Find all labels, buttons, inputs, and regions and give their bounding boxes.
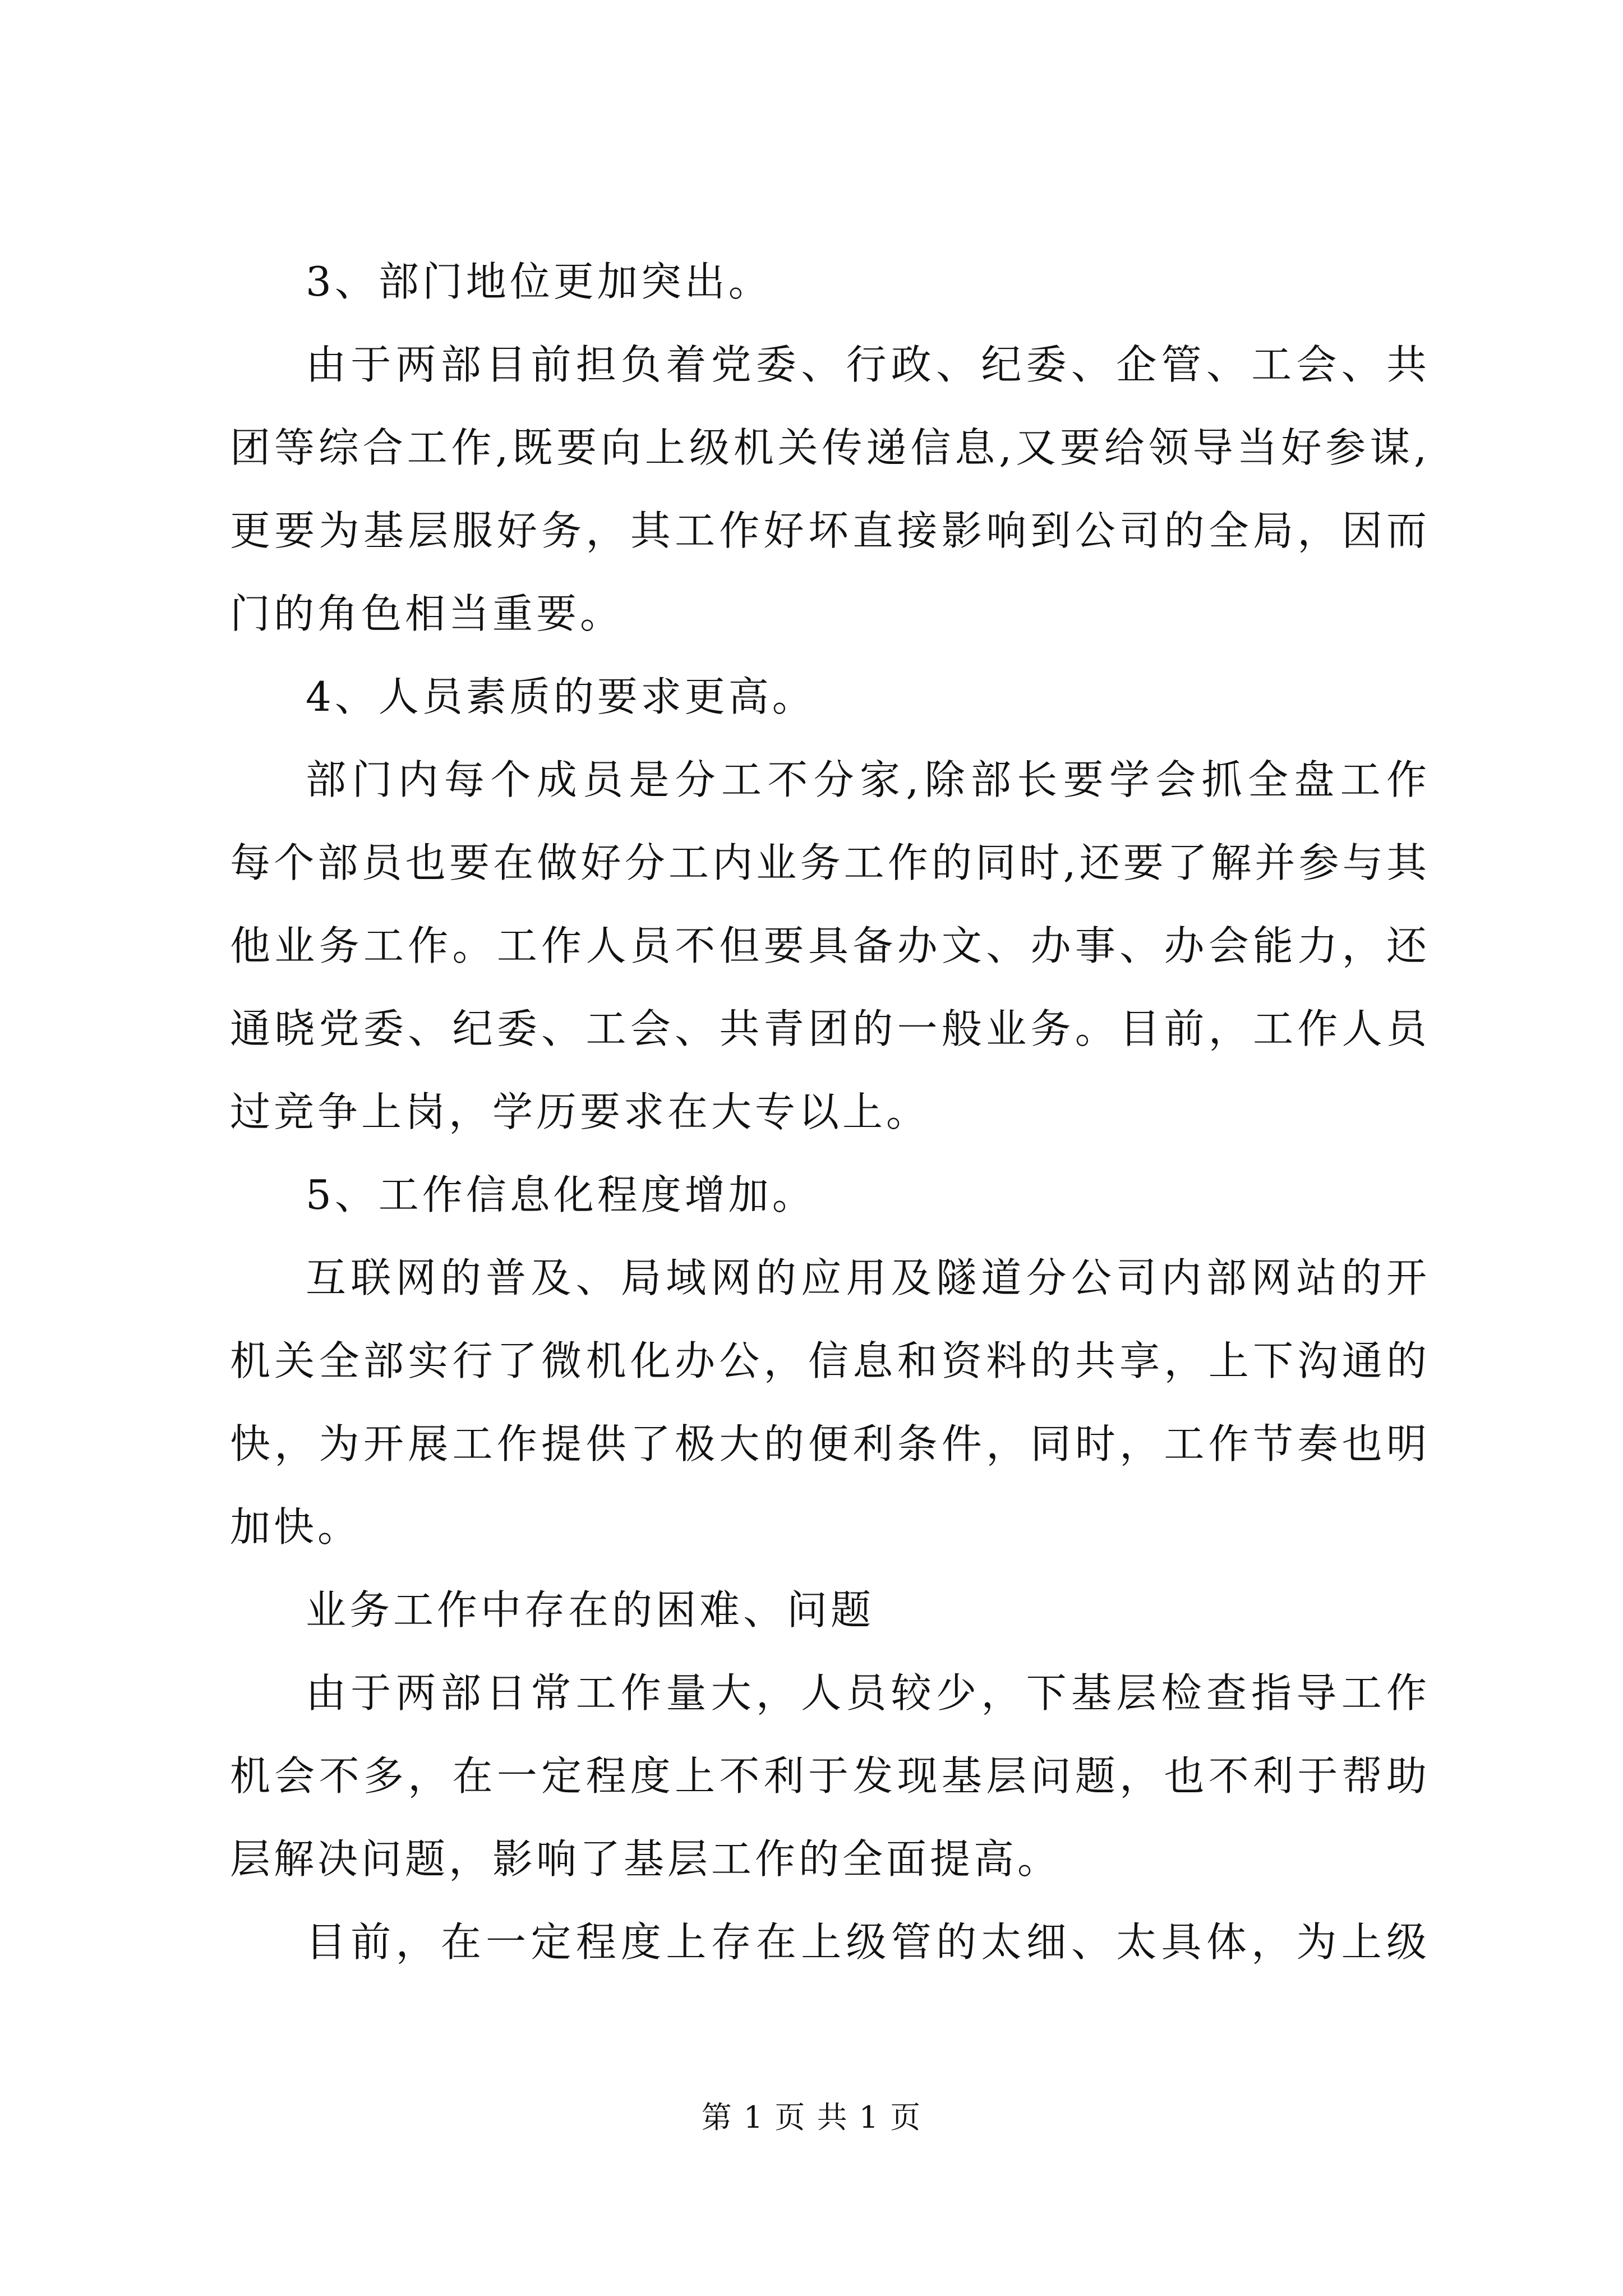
text-line-content: 通晓党委、纪委、工会、共青团的一般业务。目前，工作人员 xyxy=(230,1005,1430,1052)
text-line-content: 部门内每个成员是分工不分家,除部长要学会抓全盘工作 xyxy=(306,756,1430,803)
text-line-content: 过竞争上岗，学历要求在大专以上。 xyxy=(230,1088,930,1135)
text-line xyxy=(230,987,1430,1070)
text-line-content: 业务工作中存在的困难、问题 xyxy=(306,1586,875,1634)
text-line-content: 加快。 xyxy=(230,1503,362,1550)
text-line-content: 团等综合工作,既要向上级机关传递信息,又要给领导当好参谋, xyxy=(230,424,1430,471)
text-line xyxy=(230,738,1430,821)
text-line-content: 目前，在一定程度上存在上级管的太细、太具体，为上级 xyxy=(306,1918,1430,1966)
text-line-content: 层解决问题，影响了基层工作的全面提高。 xyxy=(230,1835,1062,1883)
text-line-content: 互联网的普及、局域网的应用及隧道分公司内部网站的开 xyxy=(306,1254,1430,1301)
text-line-content: 机会不多，在一定程度上不利于发现基层问题，也不利于帮助 xyxy=(230,1752,1430,1800)
text-line xyxy=(230,1485,1430,1568)
document-body xyxy=(230,240,1430,1984)
text-line xyxy=(230,1818,1430,1901)
text-line xyxy=(230,406,1430,489)
text-line xyxy=(230,1734,1430,1818)
text-line xyxy=(230,1070,1430,1153)
text-line-content: 他业务工作。工作人员不但要具备办文、办事、办会能力，还 xyxy=(230,922,1430,969)
text-line xyxy=(230,1651,1430,1734)
text-line xyxy=(230,489,1430,572)
text-line xyxy=(230,655,1430,738)
text-line xyxy=(230,323,1430,406)
text-line-content: 更要为基层服好务，其工作好坏直接影响到公司的全局，因而 xyxy=(230,507,1430,554)
text-line-content: 快，为开展工作提供了极大的便利条件，同时，工作节奏也明 xyxy=(230,1420,1430,1467)
text-line-content: 5、工作信息化程度增加。 xyxy=(306,1171,816,1218)
text-line-content: 3、部门地位更加突出。 xyxy=(306,258,772,305)
text-line xyxy=(230,1319,1430,1402)
text-line-content: 每个部员也要在做好分工内业务工作的同时,还要了解并参与其 xyxy=(230,839,1430,886)
text-line-content: 由于两部目前担负着党委、行政、纪委、企管、工会、共 xyxy=(306,341,1430,388)
text-line xyxy=(230,1236,1430,1319)
text-line xyxy=(230,1402,1430,1485)
text-line xyxy=(230,904,1430,987)
text-line xyxy=(230,1901,1430,1984)
page-footer: 第 1 页 共 1 页 xyxy=(701,2100,922,2135)
text-line-content: 由于两部日常工作量大，人员较少，下基层检查指导工作 xyxy=(306,1669,1430,1717)
text-line xyxy=(230,240,1430,323)
text-line-content: 4、人员素质的要求更高。 xyxy=(306,673,816,720)
text-line xyxy=(230,821,1430,904)
text-line xyxy=(230,1568,1430,1651)
text-line-content: 机关全部实行了微机化办公，信息和资料的共享，上下沟通的 xyxy=(230,1337,1430,1384)
text-line-content: 门的角色相当重要。 xyxy=(230,590,624,637)
text-line xyxy=(230,572,1430,655)
text-line xyxy=(230,1153,1430,1236)
